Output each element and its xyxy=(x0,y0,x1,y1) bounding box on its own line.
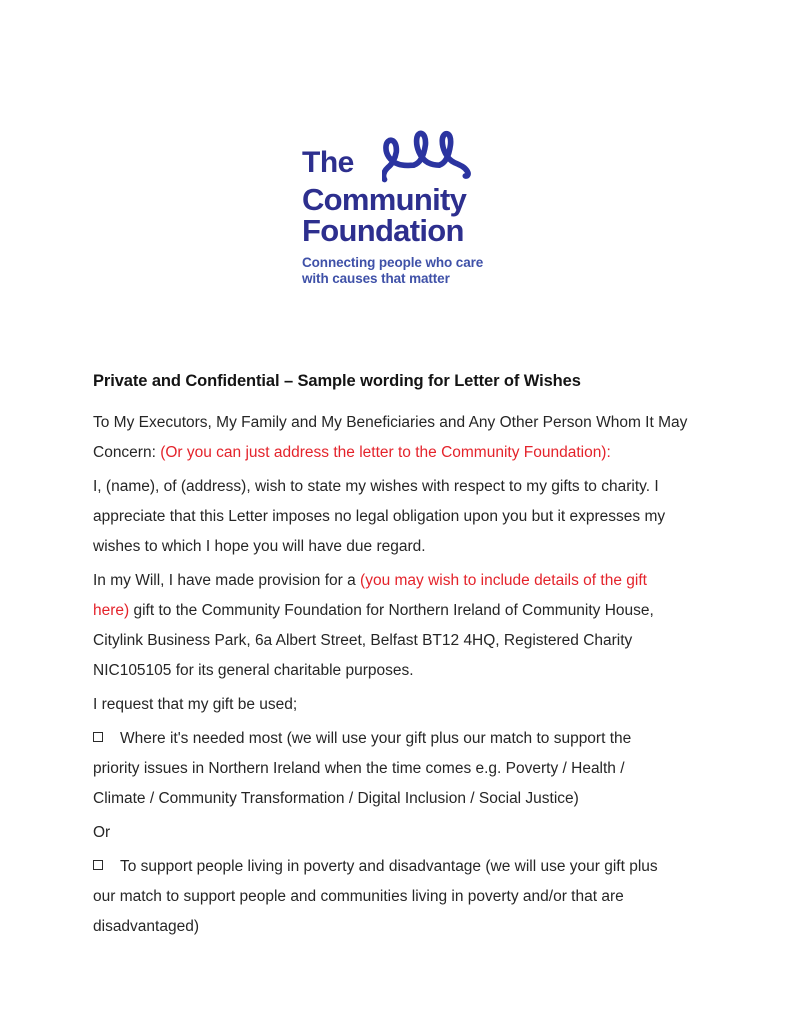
text-line xyxy=(93,784,753,814)
checkbox-icon xyxy=(93,732,103,742)
red-guidance-text: (Or you can just address the letter to the Community Foundation): xyxy=(160,444,611,461)
red-guidance-text: here) xyxy=(93,602,130,619)
body-text: NIC105105 for its general charitable purposes. xyxy=(93,662,414,679)
logo-word-foundation: Foundation xyxy=(302,213,464,248)
paragraph-provision xyxy=(93,566,753,686)
checkbox-icon xyxy=(93,860,103,870)
logo-tagline xyxy=(302,255,532,286)
text-line xyxy=(93,852,753,882)
logo-word-community: Community xyxy=(302,182,467,217)
text-line xyxy=(93,882,753,912)
checkbox-option-needed-most xyxy=(93,724,753,814)
text-line xyxy=(93,438,753,468)
body-text: Where it's needed most (we will use your gift plus our match to support the xyxy=(120,730,632,747)
paragraph-request xyxy=(93,690,753,720)
paragraph-addressees xyxy=(93,408,753,468)
letter-heading: Private and Confidential – Sample wording for Letter of Wishes xyxy=(93,372,581,390)
community-foundation-logo xyxy=(302,126,532,286)
text-line xyxy=(93,502,753,532)
body-text: Climate / Community Transformation / Digital Inclusion / Social Justice) xyxy=(93,790,579,807)
body-text: priority issues in Northern Ireland when the time comes e.g. Poverty / Health / xyxy=(93,760,625,777)
red-guidance-text: (you may wish to include details of the gift xyxy=(360,572,647,589)
text-line xyxy=(93,532,753,562)
body-text: wishes to which I hope you will have due regard. xyxy=(93,538,426,555)
text-line xyxy=(93,566,753,596)
logo-tagline-line1: Connecting people who care xyxy=(302,255,484,270)
text-line xyxy=(93,690,753,720)
paragraph-declaration xyxy=(93,472,753,562)
body-text: Concern: xyxy=(93,444,161,461)
body-text: gift to the Community Foundation for Northern Ireland of Community House, xyxy=(129,602,654,619)
body-text: our match to support people and communities living in poverty and/or that are xyxy=(93,888,624,905)
text-line xyxy=(93,626,753,656)
text-line xyxy=(93,408,753,438)
text-line xyxy=(93,818,753,848)
text-line xyxy=(93,912,753,942)
logo-tagline-line2: with causes that matter xyxy=(302,270,450,286)
body-text: I request that my gift be used; xyxy=(93,696,298,713)
document-body xyxy=(93,408,753,942)
body-text: Or xyxy=(93,824,111,841)
loop-scribble-icon xyxy=(382,127,474,185)
text-line xyxy=(93,724,753,754)
body-text: To support people living in poverty and disadvantage (we will use your gift plus xyxy=(120,858,658,875)
letter-body xyxy=(93,366,753,946)
paragraph-or xyxy=(93,818,753,848)
text-line xyxy=(93,656,753,686)
body-text: I, (name), of (address), wish to state my wishes with respect to my gifts to charity. I xyxy=(93,478,659,495)
text-line xyxy=(93,596,753,626)
body-text: disadvantaged) xyxy=(93,918,199,935)
body-text: To My Executors, My Family and My Beneficiaries and Any Other Person Whom It May xyxy=(93,414,688,431)
logo-word-the: The xyxy=(302,146,354,179)
text-line xyxy=(93,472,753,502)
body-text: In my Will, I have made provision for a xyxy=(93,572,361,589)
checkbox-option-poverty xyxy=(93,852,753,942)
body-text: Citylink Business Park, 6a Albert Street, Belfast BT12 4HQ, Registered Charity xyxy=(93,632,633,649)
body-text: appreciate that this Letter imposes no legal obligation upon you but it expresses my xyxy=(93,508,666,525)
text-line xyxy=(93,754,753,784)
